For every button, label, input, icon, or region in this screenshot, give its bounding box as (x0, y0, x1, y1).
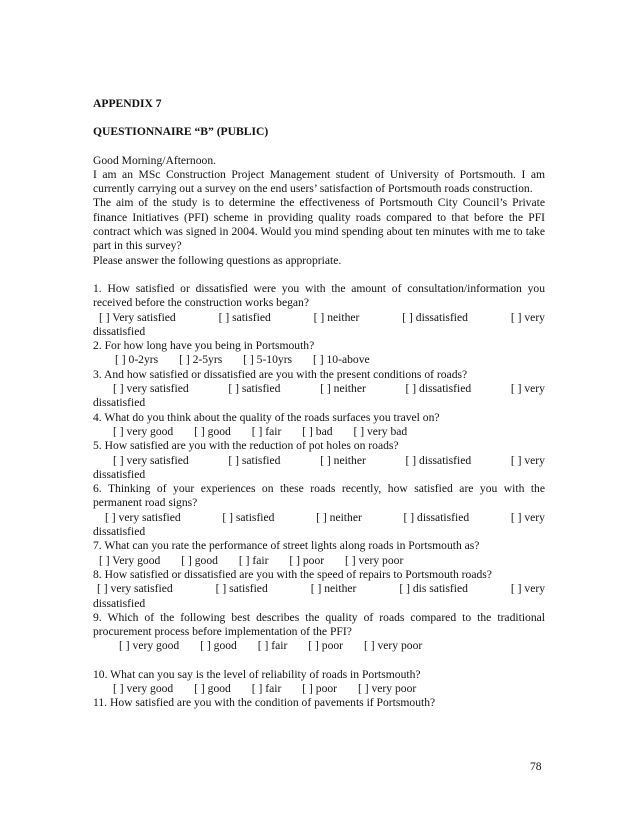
question-8-options (93, 582, 545, 596)
question-2-options (93, 353, 545, 367)
option[interactable]: [ ] neither (320, 382, 366, 396)
option[interactable]: [ ] satisfied (215, 582, 268, 596)
option[interactable]: [ ] good (200, 639, 237, 653)
option[interactable]: [ ] dissatisfied (402, 310, 468, 324)
option-continuation: dissatisfied (93, 596, 146, 610)
option[interactable]: [ ] very good (113, 424, 174, 438)
option[interactable]: [ ] very poor (357, 681, 417, 695)
option[interactable]: [ ] satisfied (228, 453, 281, 467)
question-8: 8. How satisfied or dissatisfied are you with the speed of repairs to Portsmouth roads? (93, 567, 492, 581)
option[interactable]: [ ] fair (238, 553, 269, 567)
option[interactable]: [ ] 10-above (312, 353, 370, 367)
option[interactable]: [ ] dis satisfied (399, 582, 468, 596)
question-9: 9. Which of the following best describes the quality of roads compared to the traditional procurement process before implementation of the PFI? (93, 610, 545, 639)
question-3-options (93, 382, 545, 396)
intro-instruction: Please answer the following questions as appropriate. (93, 253, 342, 267)
option[interactable]: [ ] fair (251, 681, 282, 695)
option[interactable]: [ ] neither (320, 453, 366, 467)
option[interactable]: [ ] very poor (363, 639, 423, 653)
option[interactable]: [ ] very satisfied (113, 382, 189, 396)
option[interactable]: [ ] very satisfied (105, 510, 181, 524)
question-3: 3. And how satisfied or dissatisfied are you with the present conditions of roads? (93, 367, 468, 381)
option[interactable]: [ ] very satisfied (97, 582, 173, 596)
option[interactable]: [ ] satisfied (222, 510, 275, 524)
option[interactable]: [ ] dissatisfied (405, 453, 472, 467)
option[interactable]: [ ] 2-5yrs (179, 353, 223, 367)
question-1: 1. How satisfied or dissatisfied were you with the amount of consultation/information you received before the construction works began? (93, 281, 545, 310)
question-4: 4. What do you think about the quality of the roads surfaces you travel on? (93, 410, 440, 424)
question-7-options (93, 554, 545, 568)
option[interactable]: [ ] good (194, 424, 231, 438)
question-10: 10. What can you say is the level of reliability of roads in Portsmouth? (93, 667, 421, 681)
option[interactable]: [ ] poor (302, 681, 338, 695)
option[interactable]: [ ] fair (251, 424, 282, 438)
option[interactable]: [ ] 5-10yrs (243, 353, 293, 367)
question-9-options (93, 639, 545, 653)
document-page (93, 97, 545, 711)
option[interactable]: [ ] very (510, 582, 545, 596)
page-number: 78 (530, 760, 542, 773)
question-10-options (93, 682, 545, 696)
question-11: 11. How satisfied are you with the condition of pavements if Portsmouth? (93, 696, 436, 710)
option[interactable]: [ ] very satisfied (113, 453, 189, 467)
question-2: 2. For how long have you being in Portsmouth? (93, 339, 315, 353)
option[interactable]: [ ] very (510, 510, 545, 524)
appendix-heading: APPENDIX 7 (93, 97, 162, 110)
intro-paragraph-2: The aim of the study is to determine the effectiveness of Portsmouth City Council’s Private finance Initiatives (PFI) scheme in providing quality roads compared to that before the PFI contract which was signed in 2004. Would you mind spending about ten minutes with me to take part in this survey? (93, 196, 545, 253)
intro-paragraph-1: I am an MSc Construction Project Management student of University of Portsmouth. I am currently carrying out a survey on the end users’ satisfaction of Portsmouth roads construction. (93, 167, 545, 196)
option[interactable]: [ ] very (510, 382, 545, 396)
option[interactable]: [ ] 0-2yrs (115, 353, 159, 367)
question-6: 6. Thinking of your experiences on these roads recently, how satisfied are you with the permanent road signs? (93, 482, 545, 510)
option[interactable]: [ ] very good (113, 681, 174, 695)
option[interactable]: [ ] very bad (353, 424, 408, 438)
option-continuation: dissatisfied (93, 396, 146, 410)
option[interactable]: [ ] very good (119, 639, 180, 653)
option[interactable]: [ ] poor (308, 639, 344, 653)
question-6-options (93, 511, 545, 525)
greeting: Good Morning/Afternoon. (93, 153, 217, 167)
option-continuation: dissatisfied (93, 525, 146, 539)
option[interactable]: [ ] Very good (99, 553, 161, 567)
option[interactable]: [ ] very poor (345, 553, 404, 567)
option[interactable]: [ ] good (194, 681, 231, 695)
option[interactable]: [ ] neither (316, 510, 362, 524)
question-7: 7. What can you rate the performance of street lights along roads in Portsmouth as? (93, 539, 480, 553)
option[interactable]: [ ] neither (313, 310, 360, 324)
question-4-options (93, 425, 545, 439)
option[interactable]: [ ] satisfied (218, 310, 271, 324)
option[interactable]: [ ] very (510, 453, 545, 467)
option[interactable]: [ ] dissatisfied (405, 382, 472, 396)
question-1-options (93, 311, 545, 325)
question-5-options (93, 454, 545, 468)
option-continuation: dissatisfied (93, 324, 146, 338)
option[interactable]: [ ] dissatisfied (403, 510, 470, 524)
option[interactable]: [ ] neither (310, 582, 357, 596)
option[interactable]: [ ] fair (257, 639, 288, 653)
option[interactable]: [ ] very (510, 310, 545, 324)
option[interactable]: [ ] Very satisfied (99, 310, 176, 324)
question-5: 5. How satisfied are you with the reduction of pot holes on roads? (93, 439, 399, 453)
option[interactable]: [ ] bad (302, 424, 333, 438)
questionnaire-title: QUESTIONNAIRE “B” (PUBLIC) (93, 125, 269, 139)
option[interactable]: [ ] poor (289, 553, 325, 567)
option[interactable]: [ ] good (181, 553, 218, 567)
option-continuation: dissatisfied (93, 467, 146, 481)
option[interactable]: [ ] satisfied (228, 382, 281, 396)
